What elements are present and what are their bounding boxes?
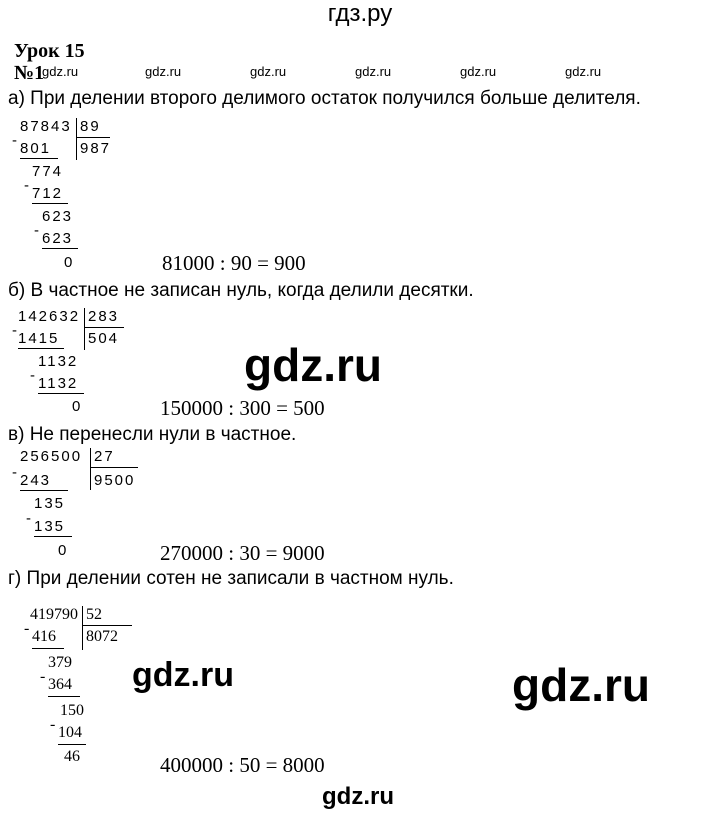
subtraction-line [42,248,78,249]
task-a-divisor-line [76,137,110,138]
subtraction-line [20,158,58,159]
task-a-step: 774 [32,163,64,180]
task-d-step: 104 [58,724,82,741]
watermark-small: gdz.ru [250,64,287,79]
task-a-divisor: 89 [80,118,101,135]
minus-sign: - [12,322,19,339]
task-a-remainder: 0 [64,254,75,271]
task-c-equation: 270000 : 30 = 9000 [160,541,325,565]
minus-sign: - [24,620,30,637]
subtraction-line [20,490,68,491]
task-c-step: 243 [20,472,52,489]
subtraction-line [18,348,64,349]
watermark-small: gdz.ru [460,64,497,79]
minus-sign: - [26,510,33,527]
task-a-step: 623 [42,208,74,225]
task-c-step: 135 [34,495,66,512]
task-d-text: г) При делении сотен не записали в частном нуль. [8,568,454,589]
task-a-step: 801 [20,140,52,157]
minus-sign: - [30,367,37,384]
watermark-small: gdz.ru [145,64,182,79]
task-d-divisor: 52 [86,606,102,623]
task-b-step: 1132 [38,375,79,392]
subtraction-line [32,648,64,649]
task-c-divisor-line [90,467,138,468]
task-b-text: б) В частное не записан нуль, когда делили десятки. [8,280,474,301]
minus-sign: - [12,132,19,149]
task-c-divisor: 27 [94,448,115,465]
watermark-small: gdz.ru [42,64,79,79]
task-b-remainder: 0 [72,398,83,415]
watermark-big: gdz.ru [132,656,234,694]
exercise-number: №1 [14,62,45,84]
watermark-big: gdz.ru [244,339,382,391]
watermark-small: gdz.ru [565,64,602,79]
minus-sign: - [12,464,19,481]
task-d-step: 379 [48,654,72,671]
task-b-step: 1132 [38,353,79,370]
watermark-big: gdz.ru [512,659,650,711]
task-b-dividend: 142632 [18,308,81,325]
subtraction-line [34,536,72,537]
task-c-remainder: 0 [58,542,69,559]
watermark-small: gdz.ru [355,64,392,79]
task-d-dividend: 419790 [30,606,78,623]
minus-sign: - [40,668,46,685]
site-header: гдз.ру [327,0,393,27]
minus-sign: - [34,222,41,239]
task-b-equation: 150000 : 300 = 500 [160,396,325,420]
task-a-step: 712 [32,185,64,202]
subtraction-line [38,393,84,394]
task-d-step: 416 [32,628,56,645]
task-d-equation: 400000 : 50 = 8000 [160,753,325,777]
task-b-division-bar [84,308,85,350]
task-b-step: 1415 [18,330,60,347]
task-d-quotient: 8072 [86,628,118,645]
task-c-text: в) Не перенесли нули в частное. [8,424,297,445]
minus-sign: - [24,177,31,194]
task-a-dividend: 87843 [20,118,72,135]
subtraction-line [32,203,68,204]
task-a-equation: 81000 : 90 = 900 [162,251,306,275]
task-d-step: 150 [60,702,84,719]
watermark-footer: gdz.ru [322,783,394,810]
lesson-title: Урок 15 [14,40,85,62]
task-a-text: а) При делении второго делимого остаток получился больше делителя. [8,88,641,109]
task-d-division-bar [82,606,83,650]
minus-sign: - [50,716,56,733]
task-d-step: 364 [48,676,72,693]
task-c-dividend: 256500 [20,448,83,465]
task-a-step: 623 [42,230,74,247]
task-a-quotient: 987 [80,140,112,157]
task-d-remainder: 46 [64,748,80,765]
task-b-quotient: 504 [88,330,120,347]
task-b-divisor-line [84,327,124,328]
subtraction-line [58,744,86,745]
task-a-division-bar [76,118,77,160]
task-b-divisor: 283 [88,308,120,325]
task-d-divisor-line [82,625,132,626]
task-c-division-bar [90,448,91,490]
task-c-step: 135 [34,518,66,535]
task-c-quotient: 9500 [94,472,136,489]
subtraction-line [48,696,80,697]
